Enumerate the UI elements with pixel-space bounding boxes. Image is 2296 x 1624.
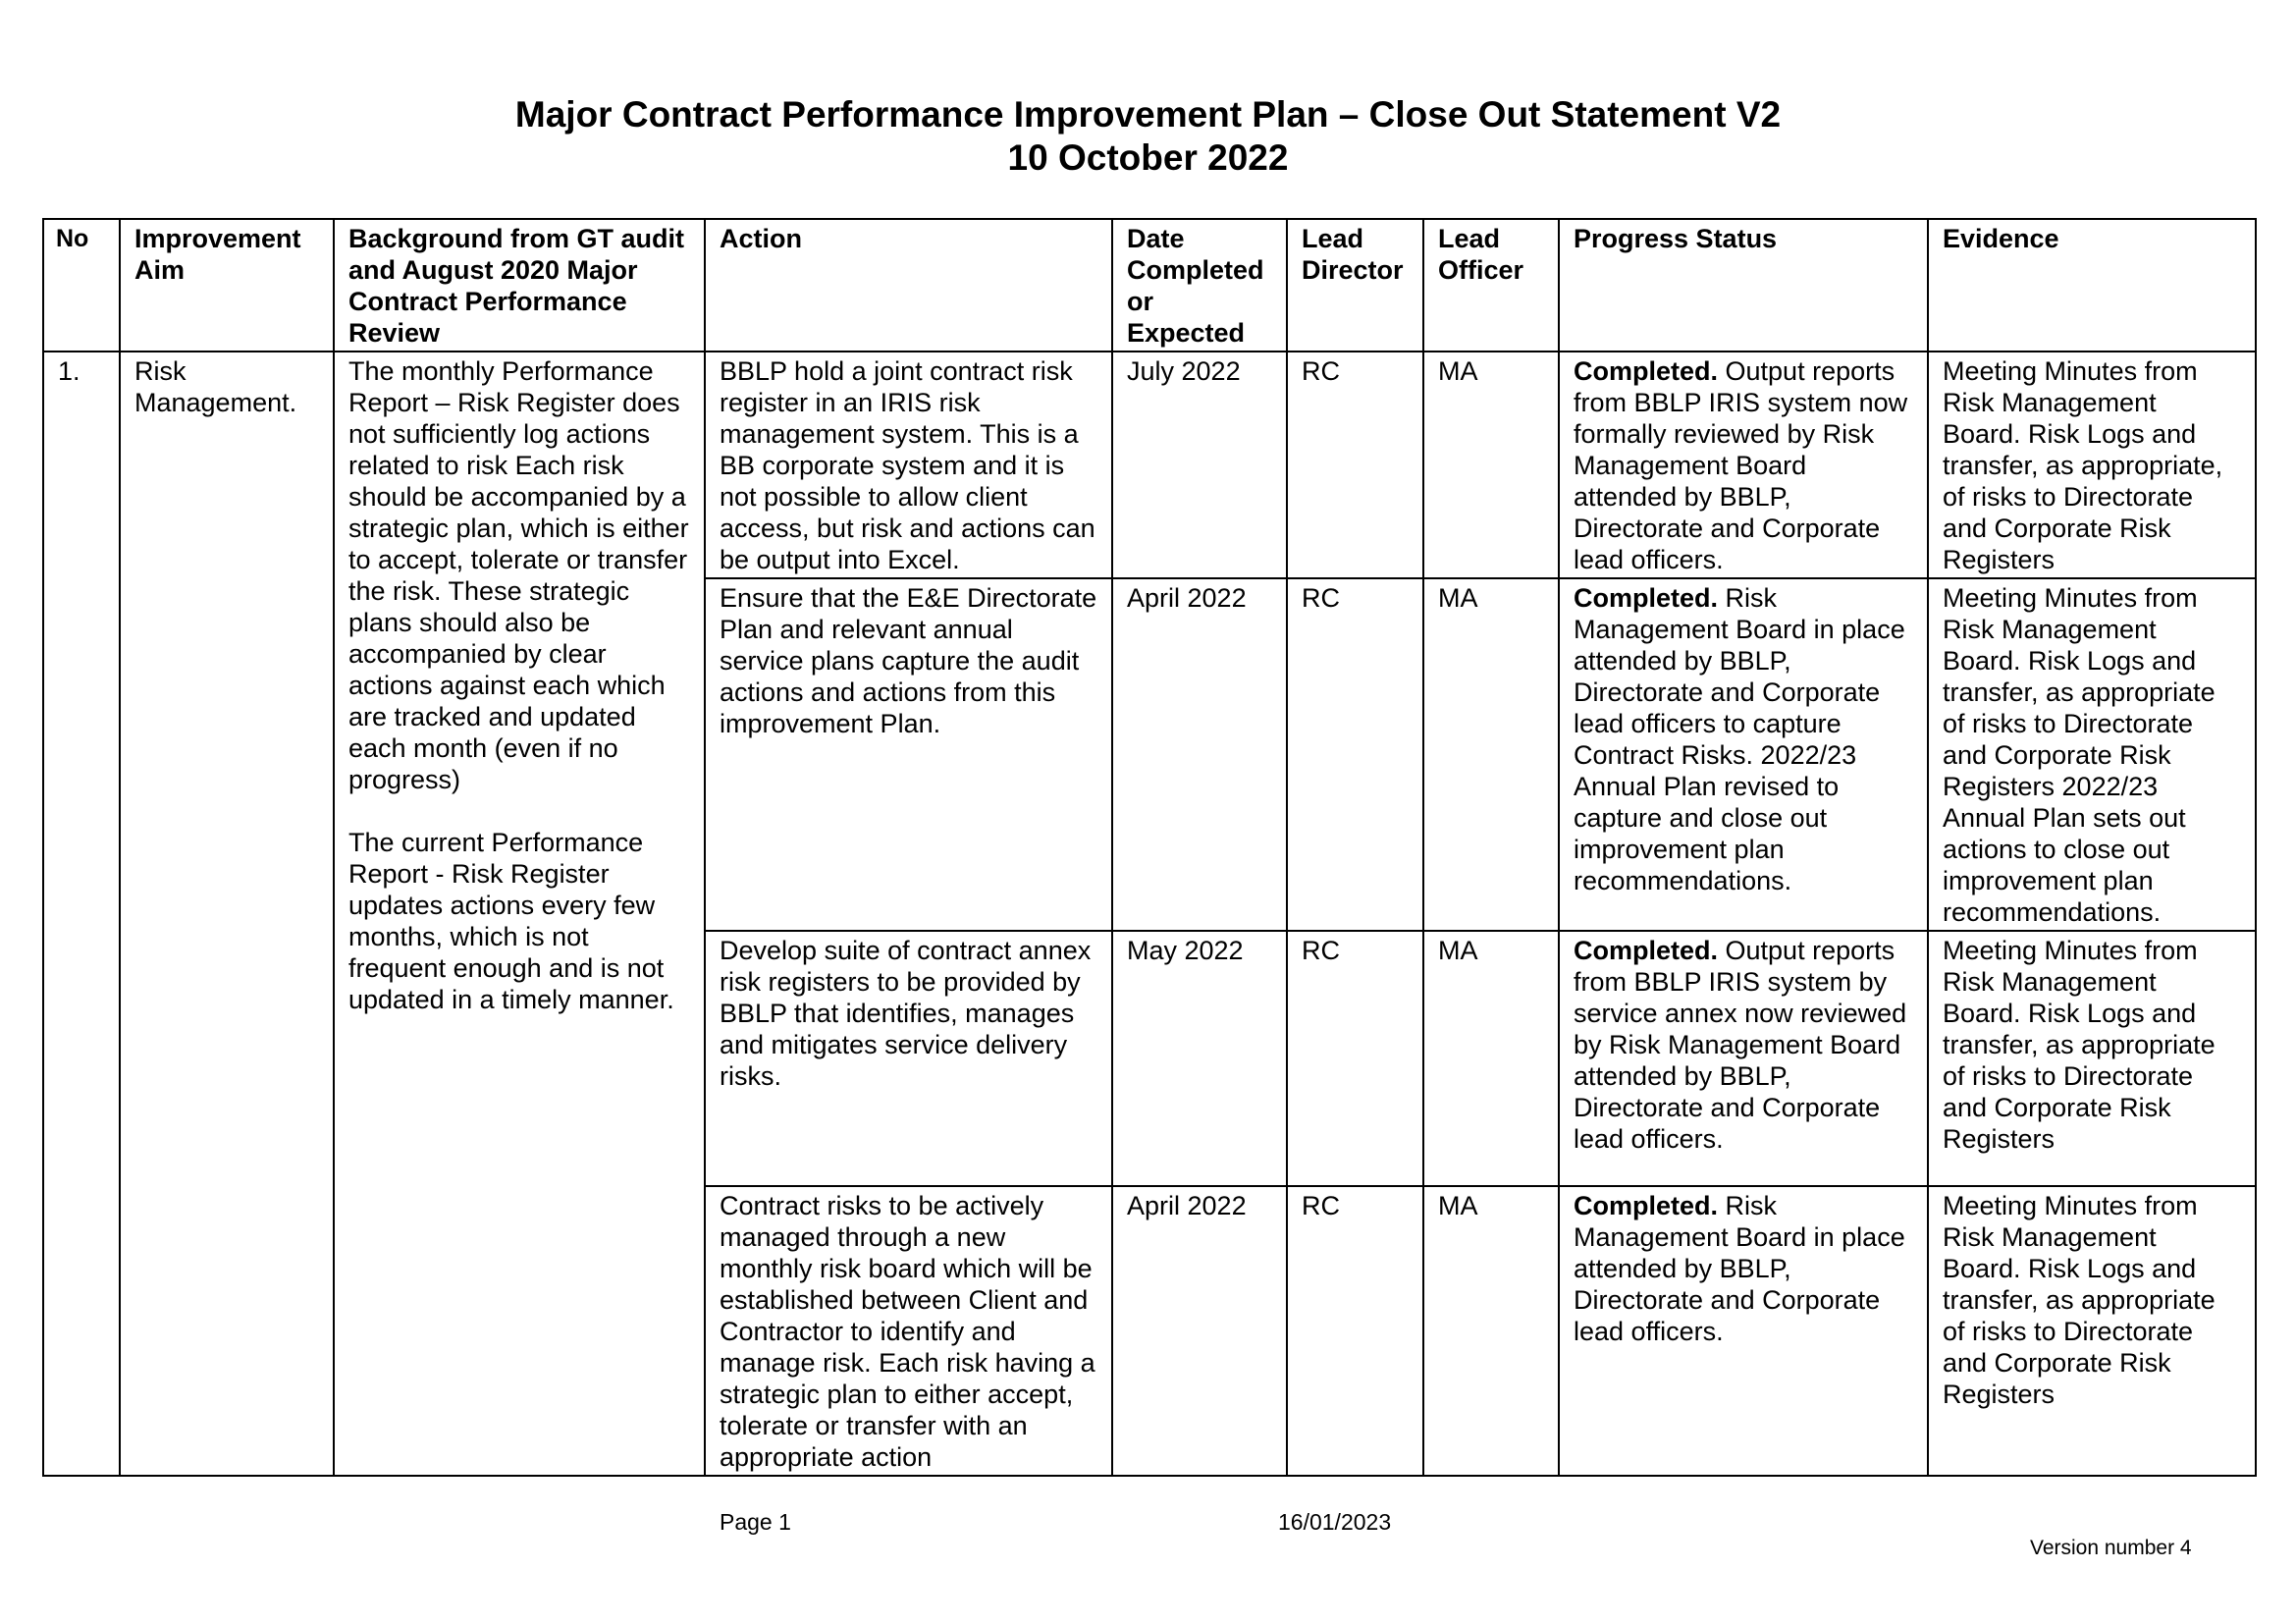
date-cell: July 2022 [1112,352,1287,578]
status-label: Completed. [1574,936,1719,965]
lead-director-cell: RC [1287,931,1423,1186]
background-paragraph: The current Performance Report - Risk Register updates actions every few months, which is not frequent enough and is not updated in a timely manner. [348,828,674,1014]
status-text: Risk Management Board in place attended by BBLP, Directorate and Corporate lead officers. [1574,1191,1905,1346]
header-improvement-aim: Improvement Aim [120,219,334,352]
action-cell: Ensure that the E&E Directorate Plan and relevant annual service plans capture the audit actions and actions from this improvement Plan. [705,578,1112,931]
lead-officer-cell: MA [1423,931,1559,1186]
header-no: No [43,219,120,352]
item-number: 1. [43,352,120,1476]
status-text: Risk Management Board in place attended by BBLP, Directorate and Corporate lead officers to capture Contract Risks. 2022/23 Annual Plan revised to capture and close out improvement plan recommendations. [1574,583,1905,895]
evidence-cell: Meeting Minutes from Risk Management Board. Risk Logs and transfer, as appropriate of risks to Directorate and Corporate Risk Registers [1928,931,2256,1186]
lead-director-cell: RC [1287,1186,1423,1476]
footer-page-number: Page 1 [720,1509,791,1535]
progress-status-cell [1559,1186,1928,1476]
improvement-plan-table [42,218,2257,1477]
date-cell: April 2022 [1112,1186,1287,1476]
date-cell: April 2022 [1112,578,1287,931]
footer-date: 16/01/2023 [1278,1509,1392,1535]
action-cell: BBLP hold a joint contract risk register in an IRIS risk management system. This is a BB corporate system and it is not possible to allow client access, but risk and actions can be output into Excel. [705,352,1112,578]
status-text: Output reports from BBLP IRIS system by service annex now reviewed by Risk Management Board attended by BBLP, Directorate and Corporate lead officers. [1574,936,1907,1154]
title-line-2: 10 October 2022 [1007,137,1289,178]
lead-officer-cell: MA [1423,1186,1559,1476]
header-evidence: Evidence [1928,219,2256,352]
header-lead-director: Lead Director [1287,219,1423,352]
progress-status-cell [1559,352,1928,578]
header-background: Background from GT audit and August 2020 Major Contract Performance Review [334,219,705,352]
lead-officer-cell: MA [1423,578,1559,931]
improvement-aim: Risk Management. [120,352,334,1476]
evidence-cell: Meeting Minutes from Risk Management Board. Risk Logs and transfer, as appropriate of risks to Directorate and Corporate Risk Registers [1928,1186,2256,1476]
lead-director-cell: RC [1287,352,1423,578]
background-cell [334,352,705,1476]
lead-officer-cell: MA [1423,352,1559,578]
header-lead-officer: Lead Officer [1423,219,1559,352]
status-label: Completed. [1574,583,1719,613]
footer-version: Version number 4 [2030,1537,2192,1559]
date-cell: May 2022 [1112,931,1287,1186]
evidence-cell: Meeting Minutes from Risk Management Board. Risk Logs and transfer, as appropriate, of risks to Directorate and Corporate Risk Registers [1928,352,2256,578]
evidence-cell: Meeting Minutes from Risk Management Board. Risk Logs and transfer, as appropriate of risks to Directorate and Corporate Risk Registers 2022/23 Annual Plan sets out actions to close out improvement plan recommendations. [1928,578,2256,931]
background-paragraph: The monthly Performance Report – Risk Register does not sufficiently log actions related to risk Each risk should be accompanied by a strategic plan, which is either to accept, tolerate or transfer the risk. These strategic plans should also be accompanied by clear actions against each which are tracked and updated each month (even if no progress) [348,356,689,794]
table-row [43,352,2256,578]
progress-status-cell [1559,931,1928,1186]
action-cell: Contract risks to be actively managed through a new monthly risk board which will be established between Client and Contractor to identify and manage risk. Each risk having a strategic plan to either accept, tolerate or transfer with an appropriate action [705,1186,1112,1476]
title-line-1: Major Contract Performance Improvement Plan – Close Out Statement V2 [514,94,1782,135]
header-date: Date Completed or Expected [1112,219,1287,352]
header-action: Action [705,219,1112,352]
progress-status-cell [1559,578,1928,931]
status-label: Completed. [1574,1191,1719,1220]
header-row [43,219,2256,352]
document-title [0,93,2296,180]
status-text: Output reports from BBLP IRIS system now formally reviewed by Risk Management Board attended by BBLP, Directorate and Corporate lead officers. [1574,356,1908,574]
header-progress-status: Progress Status [1559,219,1928,352]
lead-director-cell: RC [1287,578,1423,931]
action-cell: Develop suite of contract annex risk registers to be provided by BBLP that identifies, manages and mitigates service delivery risks. [705,931,1112,1186]
status-label: Completed. [1574,356,1719,386]
